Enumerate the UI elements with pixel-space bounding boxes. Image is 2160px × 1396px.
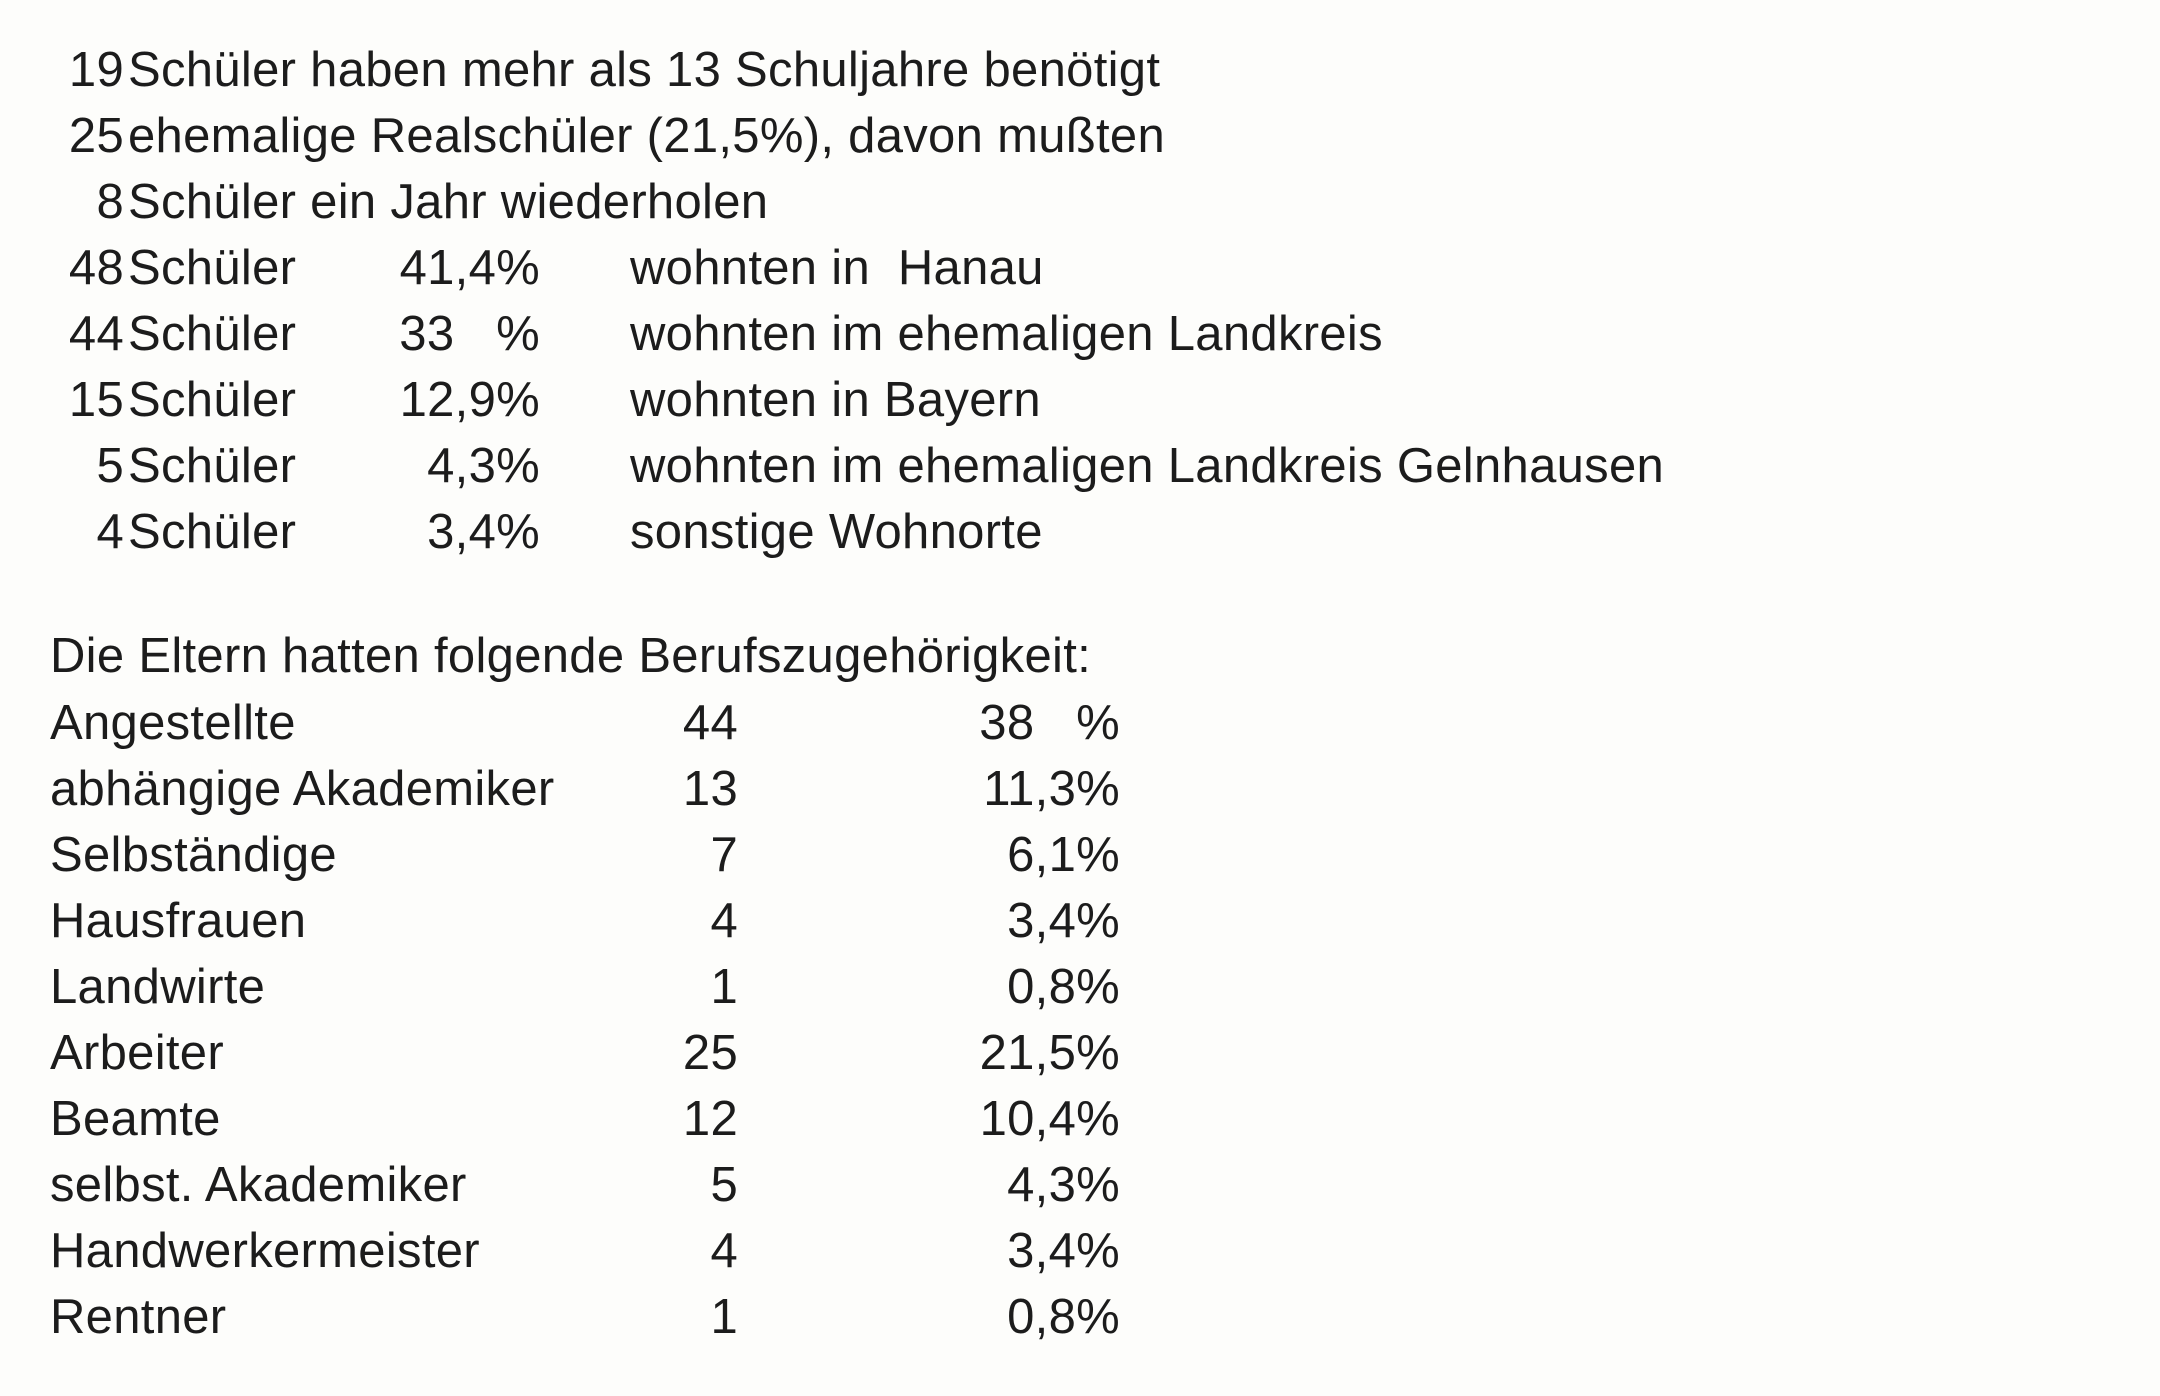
profession-percent: 0,8% [1007,1290,1120,1344]
residence-count: 15 [68,373,124,427]
profession-count: 1 [710,1290,738,1344]
profession-label: selbst. Akademiker [50,1158,467,1212]
profession-count: 4 [710,1224,738,1278]
profession-percent: 6,1% [1007,828,1120,882]
profession-label: Arbeiter [50,1026,224,1080]
profession-percent: 11,3% [983,762,1120,816]
profession-count: 44 [682,696,738,750]
residence-label: Schüler [128,439,297,493]
profession-label: Angestellte [50,696,296,750]
profession-label: Rentner [50,1290,227,1344]
residence-place: sonstige Wohnorte [630,505,1043,559]
residence-place: wohnten in Bayern [630,373,1041,427]
profession-count: 25 [682,1026,738,1080]
profession-label: abhängige Akademiker [50,762,555,816]
residence-percent: 12,9% [399,373,540,427]
intro-text: Schüler ein Jahr wiederholen [128,175,769,229]
residence-label: Schüler [128,373,297,427]
residence-label: Schüler [128,307,297,361]
profession-percent: 0,8% [1007,960,1120,1014]
profession-count: 7 [710,828,738,882]
profession-count: 4 [710,894,738,948]
residence-count: 4 [96,505,124,559]
intro-count: 8 [96,175,124,229]
residence-count: 44 [68,307,124,361]
residence-place: wohnten im ehemaligen Landkreis [630,307,1383,361]
residence-count: 48 [68,241,124,295]
intro-text: Schüler haben mehr als 13 Schuljahre benötigt [128,43,1161,97]
profession-percent: 38 % [979,696,1120,750]
profession-count: 1 [710,960,738,1014]
residence-percent: 3,4% [427,505,540,559]
profession-label: Landwirte [50,960,266,1014]
residence-count: 5 [96,439,124,493]
profession-label: Beamte [50,1092,221,1146]
profession-count: 5 [710,1158,738,1212]
residence-percent: 4,3% [427,439,540,493]
profession-percent: 21,5% [979,1026,1120,1080]
residence-percent: 41,4% [399,241,540,295]
residence-label: Schüler [128,241,297,295]
profession-label: Handwerkermeister [50,1224,480,1278]
profession-percent: 3,4% [1007,1224,1120,1278]
professions-heading: Die Eltern hatten folgende Berufszugehörigkeit: [50,629,1092,683]
profession-count: 12 [682,1092,738,1146]
residence-place: wohnten in Hanau [630,241,1044,295]
residence-place: wohnten im ehemaligen Landkreis Gelnhausen [630,439,1665,493]
residence-label: Schüler [128,505,297,559]
intro-count: 19 [68,43,124,97]
intro-text: ehemalige Realschüler (21,5%), davon mußten [128,109,1165,163]
profession-label: Hausfrauen [50,894,307,948]
profession-percent: 3,4% [1007,894,1120,948]
residence-percent: 33 % [399,307,540,361]
profession-percent: 10,4% [979,1092,1120,1146]
profession-percent: 4,3% [1007,1158,1120,1212]
intro-count: 25 [68,109,124,163]
profession-count: 13 [682,762,738,816]
profession-label: Selbständige [50,828,337,882]
